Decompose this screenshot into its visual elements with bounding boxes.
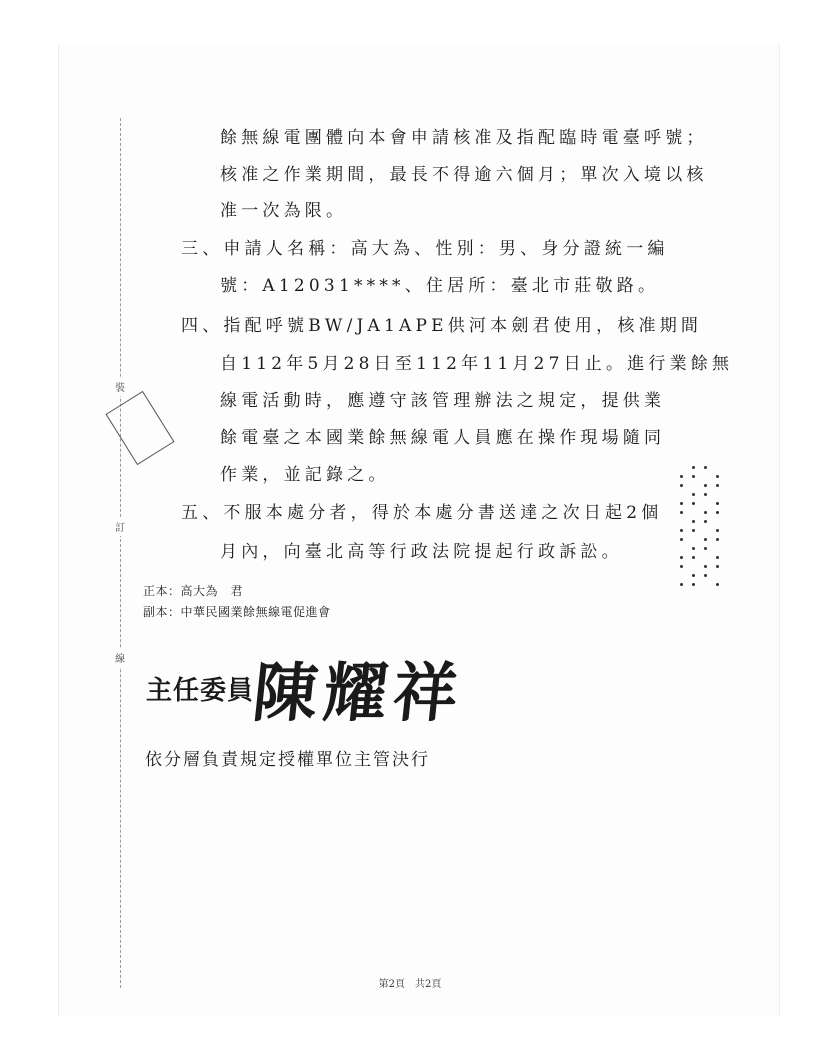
perforation-hole <box>704 511 707 514</box>
perforation-hole <box>680 484 683 487</box>
perforation-hole <box>680 538 683 541</box>
perforation-hole <box>704 466 707 469</box>
perforation-hole <box>692 529 695 532</box>
perforation-hole <box>680 565 683 568</box>
original-recipient: 正本：高大為 君 <box>143 584 244 598</box>
perforation-hole <box>716 565 719 568</box>
perforation-hole <box>704 520 707 523</box>
body-line: 准一次為限。 <box>220 201 348 221</box>
perforation-hole <box>680 475 683 478</box>
body-line-item-3: 三、申請人名稱：高大為、性別：男、身分證統一編 <box>181 239 669 259</box>
perforation-hole <box>716 538 719 541</box>
signature-title: 主任委員 <box>146 676 255 706</box>
perforation-hole <box>704 484 707 487</box>
body-line: 線電活動時，應遵守該管理辦法之規定，提供業 <box>220 391 666 411</box>
perforation-hole <box>692 547 695 550</box>
perforation-hole <box>692 466 695 469</box>
copy-recipient: 副本：中華民國業餘無線電促進會 <box>143 605 331 619</box>
perforation-holes <box>676 466 724 596</box>
authorization-note: 依分層負責規定授權單位主管決行 <box>145 750 430 770</box>
signature-name: 陳耀祥 <box>249 656 468 731</box>
body-line: 核准之作業期間，最長不得逾六個月；單次入境以核 <box>220 165 708 185</box>
perforation-hole <box>716 502 719 505</box>
perforation-hole <box>716 556 719 559</box>
perforation-hole <box>680 502 683 505</box>
perforation-hole <box>692 502 695 505</box>
perforation-hole <box>680 511 683 514</box>
body-line: 餘電臺之本國業餘無線電人員應在操作現場隨同 <box>220 428 666 448</box>
binding-mark-bottom: 線 <box>113 648 127 667</box>
body-line: 號：A12031****、住居所：臺北市莊敬路。 <box>220 276 660 296</box>
perforation-hole <box>680 556 683 559</box>
perforation-hole <box>704 538 707 541</box>
perforation-hole <box>716 475 719 478</box>
perforation-hole <box>716 529 719 532</box>
body-line-item-5: 五、不服本處分者，得於本處分書送達之次日起2個 <box>181 503 663 523</box>
binding-mark-middle: 訂 <box>113 517 127 536</box>
perforation-hole <box>680 529 683 532</box>
perforation-hole <box>716 484 719 487</box>
body-line: 餘無線電團體向本會申請核准及指配臨時電臺呼號； <box>220 128 708 148</box>
binding-line <box>120 118 121 988</box>
body-line: 作業，並記錄之。 <box>220 465 390 485</box>
perforation-hole <box>692 520 695 523</box>
page-number: 第2頁 共2頁 <box>378 979 442 990</box>
body-line: 月內，向臺北高等行政法院提起行政訴訟。 <box>220 542 623 562</box>
body-line-item-4: 四、指配呼號BW/JA1APE供河本劍君使用，核准期間 <box>181 316 703 336</box>
perforation-hole <box>692 493 695 496</box>
perforation-hole <box>692 583 695 586</box>
binding-mark-top: 裝 <box>113 377 127 396</box>
perforation-hole <box>680 583 683 586</box>
perforation-hole <box>716 583 719 586</box>
document-page <box>58 44 780 1016</box>
body-line: 自112年5月28日至112年11月27日止。進行業餘無 <box>220 354 734 374</box>
perforation-hole <box>692 574 695 577</box>
perforation-hole <box>704 547 707 550</box>
perforation-hole <box>692 556 695 559</box>
perforation-hole <box>704 574 707 577</box>
perforation-hole <box>716 511 719 514</box>
perforation-hole <box>704 493 707 496</box>
perforation-hole <box>692 475 695 478</box>
perforation-hole <box>704 565 707 568</box>
